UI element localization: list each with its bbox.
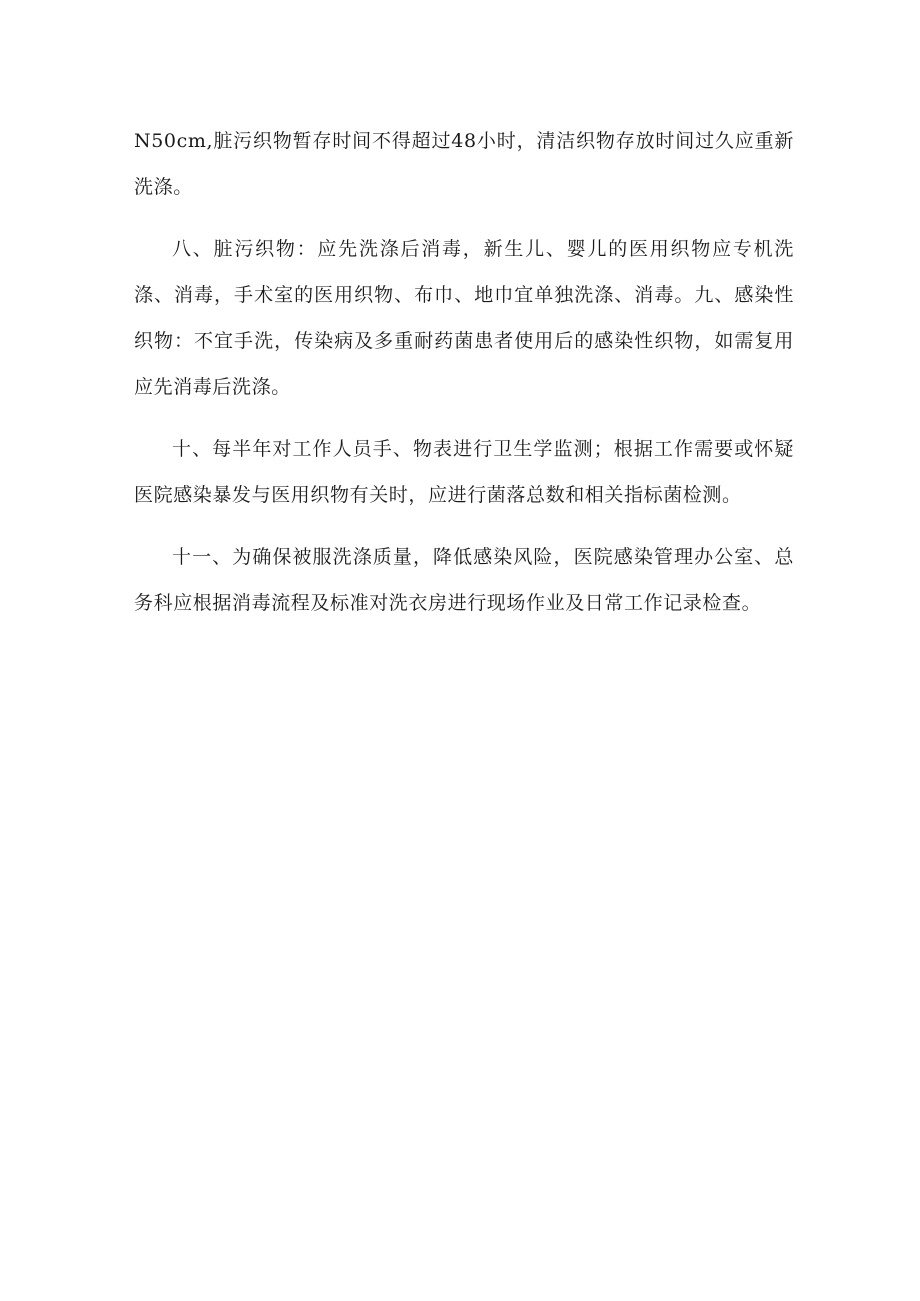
paragraph-dirty-and-infectious-linen: 八、脏污织物：应先洗涤后消毒，新生儿、婴儿的医用织物应专机洗涤、消毒，手术室的医用织物、布巾、地巾宜单独洗涤、消毒。九、感染性织物：不宜手洗，传染病及多重耐药菌患者使用后的感染性织物，如需复用应先消毒后洗涤。 [134,238,794,398]
paragraph-quality-inspection: 十一、为确保被服洗涤质量，降低感染风险，医院感染管理办公室、总务科应根据消毒流程及标准对洗衣房进行现场作业及日常工作记录检查。 [134,546,794,614]
document-body [134,118,794,642]
paragraph-continued-storage: N50cm,脏污织物暂存时间不得超过48小时，清洁织物存放时间过久应重新洗涤。 [134,130,794,198]
paragraph-hygiene-monitoring: 十、每半年对工作人员手、物表进行卫生学监测；根据工作需要或怀疑医院感染暴发与医用织物有关时，应进行菌落总数和相关指标菌检测。 [134,438,794,506]
